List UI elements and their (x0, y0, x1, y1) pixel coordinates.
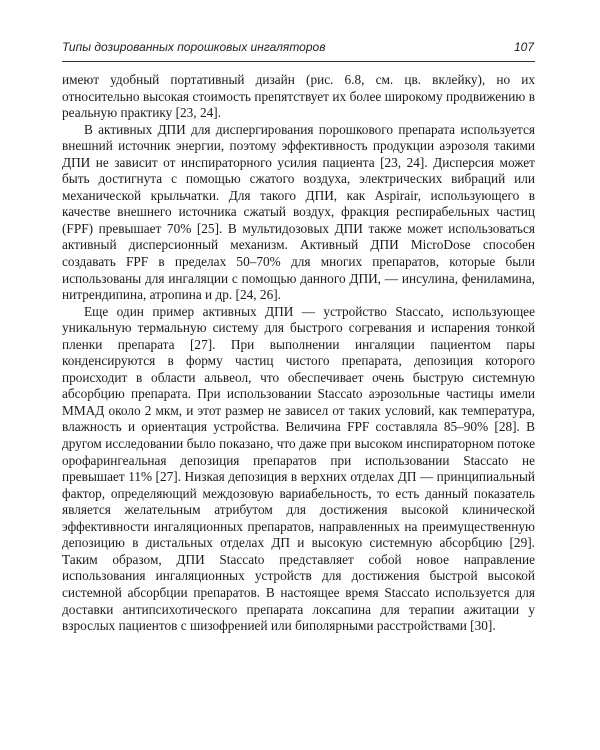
paragraph-staccato: Еще один пример активных ДПИ — устройство Staccato, использующее уникальную термальную систему для быстрого согревания и испарения тонкой пленки препарата [27]. При выполнении ингаляции пациентом пары конденсируются в форму частиц чистого препарата, депозиция которого происходит в области альвеол, что обеспечивает очень быструю системную абсорбцию препарата. При использовании Staccato аэрозольные частицы имели ММАД около 2 мкм, и этот размер не зависел от таких условий, как температура, влажность и ориентация устройства. Величина FPF составляла 85–90% [28]. В другом исследовании было показано, что даже при высоком инспираторном потоке орофарингеальная депозиция препаратов при использовании Staccato не превышает 11% [27]. Низкая депозиция в верхних отделах ДП — принципиальный фактор, определяющий междозовую вариабельность, то есть данный показатель является желательным атрибутом для достижения высокой клинической эффективности ингаляционных препаратов, направленных на преимущественную депозицию в дистальных отделах ДП и высокую системную абсорбцию [29]. Таким образом, ДПИ Staccato представляет собой новое направление использования ингаляционных устройств для достижения быстрой высокой системной абсорбции препаратов. В настоящее время Staccato используется для доставки антипсихотического препарата локсапина для терапии ажитации у взрослых пациентов с шизофренией или биполярными расстройствами [30]. (62, 303, 535, 634)
page-number: 107 (513, 40, 534, 54)
paragraph-continuation: имеют удобный портативный дизайн (рис. 6.8, см. цв. вклейку), но их относительно высокая стоимость препятствует их более широкому продвижению в реальную практику [23, 24]. (62, 72, 535, 121)
body-text (62, 72, 535, 635)
running-head (62, 40, 534, 62)
header-rule (62, 61, 535, 62)
paragraph-active-dpi: В активных ДПИ для диспергирования порошкового препарата используется внешний источник энергии, поэтому эффективность продукции аэрозоля такими ДПИ не зависит от инспираторного усилия пациента [23, 24]. Дисперсия может быть достигнута с помощью сжатого воздуха, электрических вибраций или механической крыльчатки. Для такого ДПИ, как Aspirair, использующего в качестве внешнего источника сжатый воздух, фракция респирабельных частиц (FPF) превышает 70% [25]. В мультидозовых ДПИ также может использоваться активный дисперсионный механизм. Активный ДПИ MicroDose способен создавать FPF в пределах 50–70% для многих препаратов, которые были использованы для ингаляции с помощью данного ДПИ, — инсулина, фениламина, нитрендипина, атропина и др. [24, 26]. (62, 121, 535, 303)
running-title: Типы дозированных порошковых ингаляторов (62, 40, 326, 54)
